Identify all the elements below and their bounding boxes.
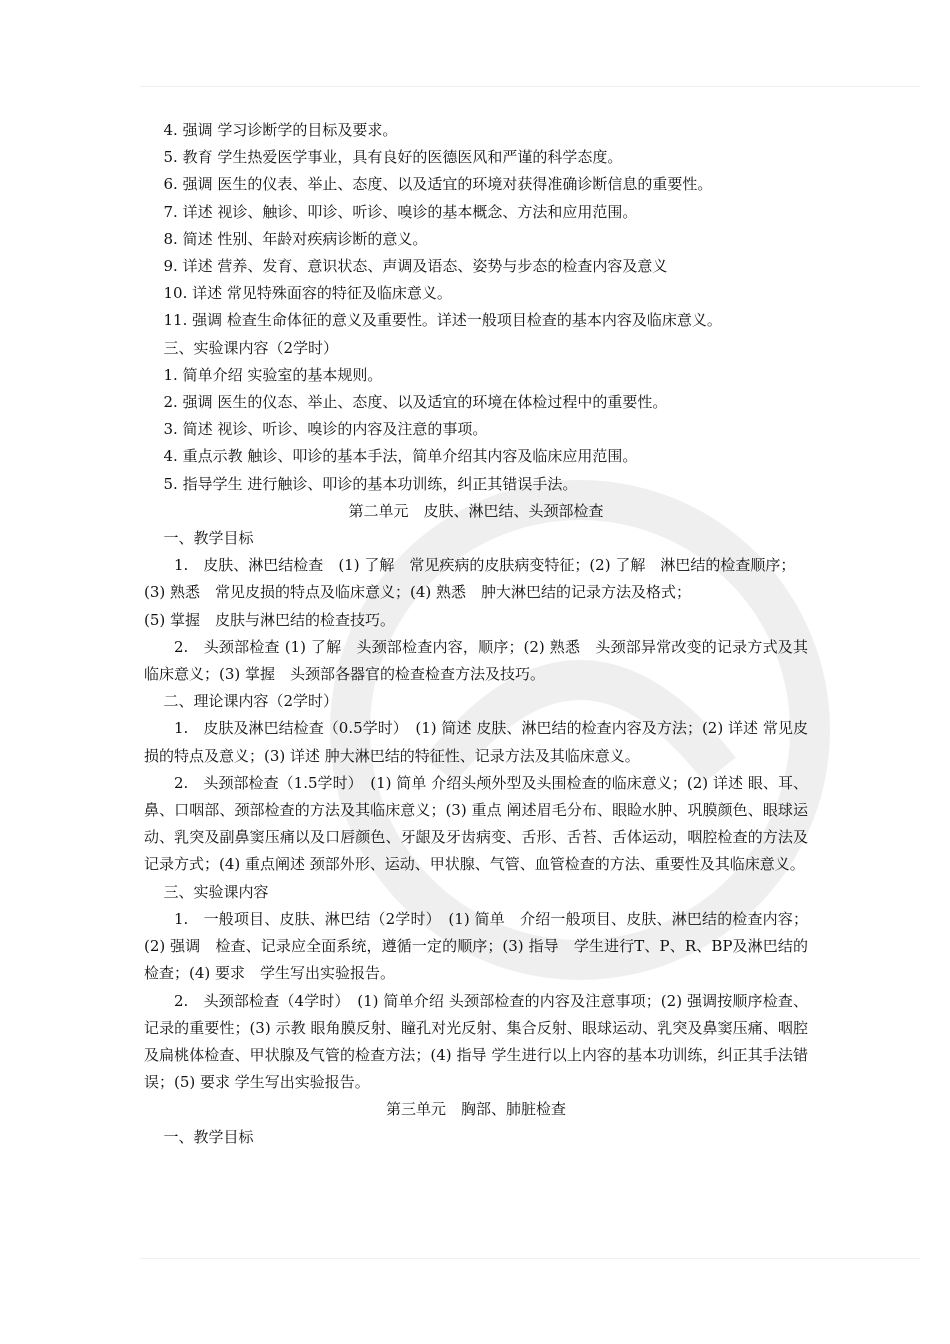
text-line: 5. 教育 学生热爱医学事业，具有良好的医德医风和严谨的科学态度。 [163,148,623,167]
text-line: 4. 强调 学习诊断学的目标及要求。 [163,121,398,139]
text-line: 7. 详述 视诊、触诊、叩诊、听诊、嗅诊的基本概念、方法和应用范围。 [163,202,638,221]
text-line: 3. 简述 视诊、听诊、嗅诊的内容及注意的事项。 [163,420,488,439]
paragraph: 1. 皮肤及淋巴结检查（0.5学时） (1) 简述 皮肤、淋巴结的检查内容及方法；(2) 详述 常见皮损的特点及意义；(3) 详述 肿大淋巴结的特征性、记录方法及其临床意义。 [144,719,808,765]
paragraph: 2. 头颈部检查 (1) 了解 头颈部检查内容，顺序；(2) 熟悉 头颈部异常改变的记录方式及其临床意义；(3) 掌握 头颈部各器官的检查检查方法及技巧。 [144,637,808,684]
paragraph: 1. 一般项目、皮肤、淋巴结（2学时） (1) 简单 介绍一般项目、皮肤、淋巴结的检查内容；(2) 强调 检查、记录应全面系统，遵循一定的顺序；(3) 指导 学生进行T、P、R、BP及淋巴结的检查；(4) 要求 学生写出实验报告。 [144,909,808,983]
text-line: 1. 简单介绍 实验室的基本规则。 [163,365,383,384]
bottom-rule [140,1258,920,1259]
text-line: 6. 强调 医生的仪表、举止、态度、以及适宜的环境对获得准确诊断信息的重要性。 [163,175,713,194]
section-heading: 一、教学目标 [163,1127,254,1146]
paragraph: 2. 头颈部检查（1.5学时） (1) 简单 介绍头颅外型及头围检查的临床意义；(2) 详述 眼、耳、鼻、口咽部、颈部检查的方法及其临床意义；(3) 重点 阐述眉毛分布、眼睑水肿、巩膜颜色、眼球运动、乳突及副鼻窦压痛以及口唇颜色、牙龈及牙齿病变、舌形、舌苔、舌体运动，咽腔检查的方法及记录方式；(4) 重点阐述 颈部外形、运动、甲状腺、气管、血管检查的方法、重要性及其临床意义。 [144,773,808,874]
paragraph: 1. 皮肤、淋巴结检查 (1) 了解 常见疾病的皮肤病变特征；(2) 了解 淋巴结的检查顺序； [174,556,796,575]
top-rule [140,86,920,87]
text-line: 9. 详述 营养、发育、意识状态、声调及语态、姿势与步态的检查内容及意义 [163,257,668,276]
document-body [144,117,808,1151]
paragraph: (5) 掌握 皮肤与淋巴结的检查技巧。 [144,610,396,629]
section-heading: 三、实验课内容（2学时） [163,338,339,357]
paragraph: (3) 熟悉 常见皮损的特点及临床意义；(4) 熟悉 肿大淋巴结的记录方法及格式； [144,583,692,602]
section-heading: 二、理论课内容（2学时） [163,692,339,711]
unit2-title: 第二单元 皮肤、淋巴结、头颈部检查 [348,501,604,520]
section-heading: 三、实验课内容 [163,882,269,901]
text-line: 8. 简述 性别、年龄对疾病诊断的意义。 [163,229,428,248]
text-line: 2. 强调 医生的仪态、举止、态度、以及适宜的环境在体检过程中的重要性。 [163,393,668,412]
section-heading: 一、教学目标 [163,529,254,548]
text-line: 11. 强调 检查生命体征的意义及重要性。详述一般项目检查的基本内容及临床意义。 [163,311,722,330]
text-line: 4. 重点示教 触诊、叩诊的基本手法，简单介绍其内容及临床应用范围。 [163,447,638,466]
paragraph: 2. 头颈部检查（4学时） (1) 简单介绍 头颈部检查的内容及注意事项；(2) 强调按顺序检查、记录的重要性；(3) 示教 眼角膜反射、瞳孔对光反射、集合反射、眼球运动、乳突及鼻窦压痛、咽腔及扁桃体检查、甲状腺及气管的检查方法；(4) 指导 学生进行以上内容的基本功训练，纠正其手法错误；(5) 要求 学生写出实验报告。 [144,991,808,1092]
unit3-title: 第三单元 胸部、肺脏检查 [385,1100,566,1119]
text-line: 10. 详述 常见特殊面容的特征及临床意义。 [163,284,452,303]
text-line: 5. 指导学生 进行触诊、叩诊的基本功训练，纠正其错误手法。 [163,474,578,493]
